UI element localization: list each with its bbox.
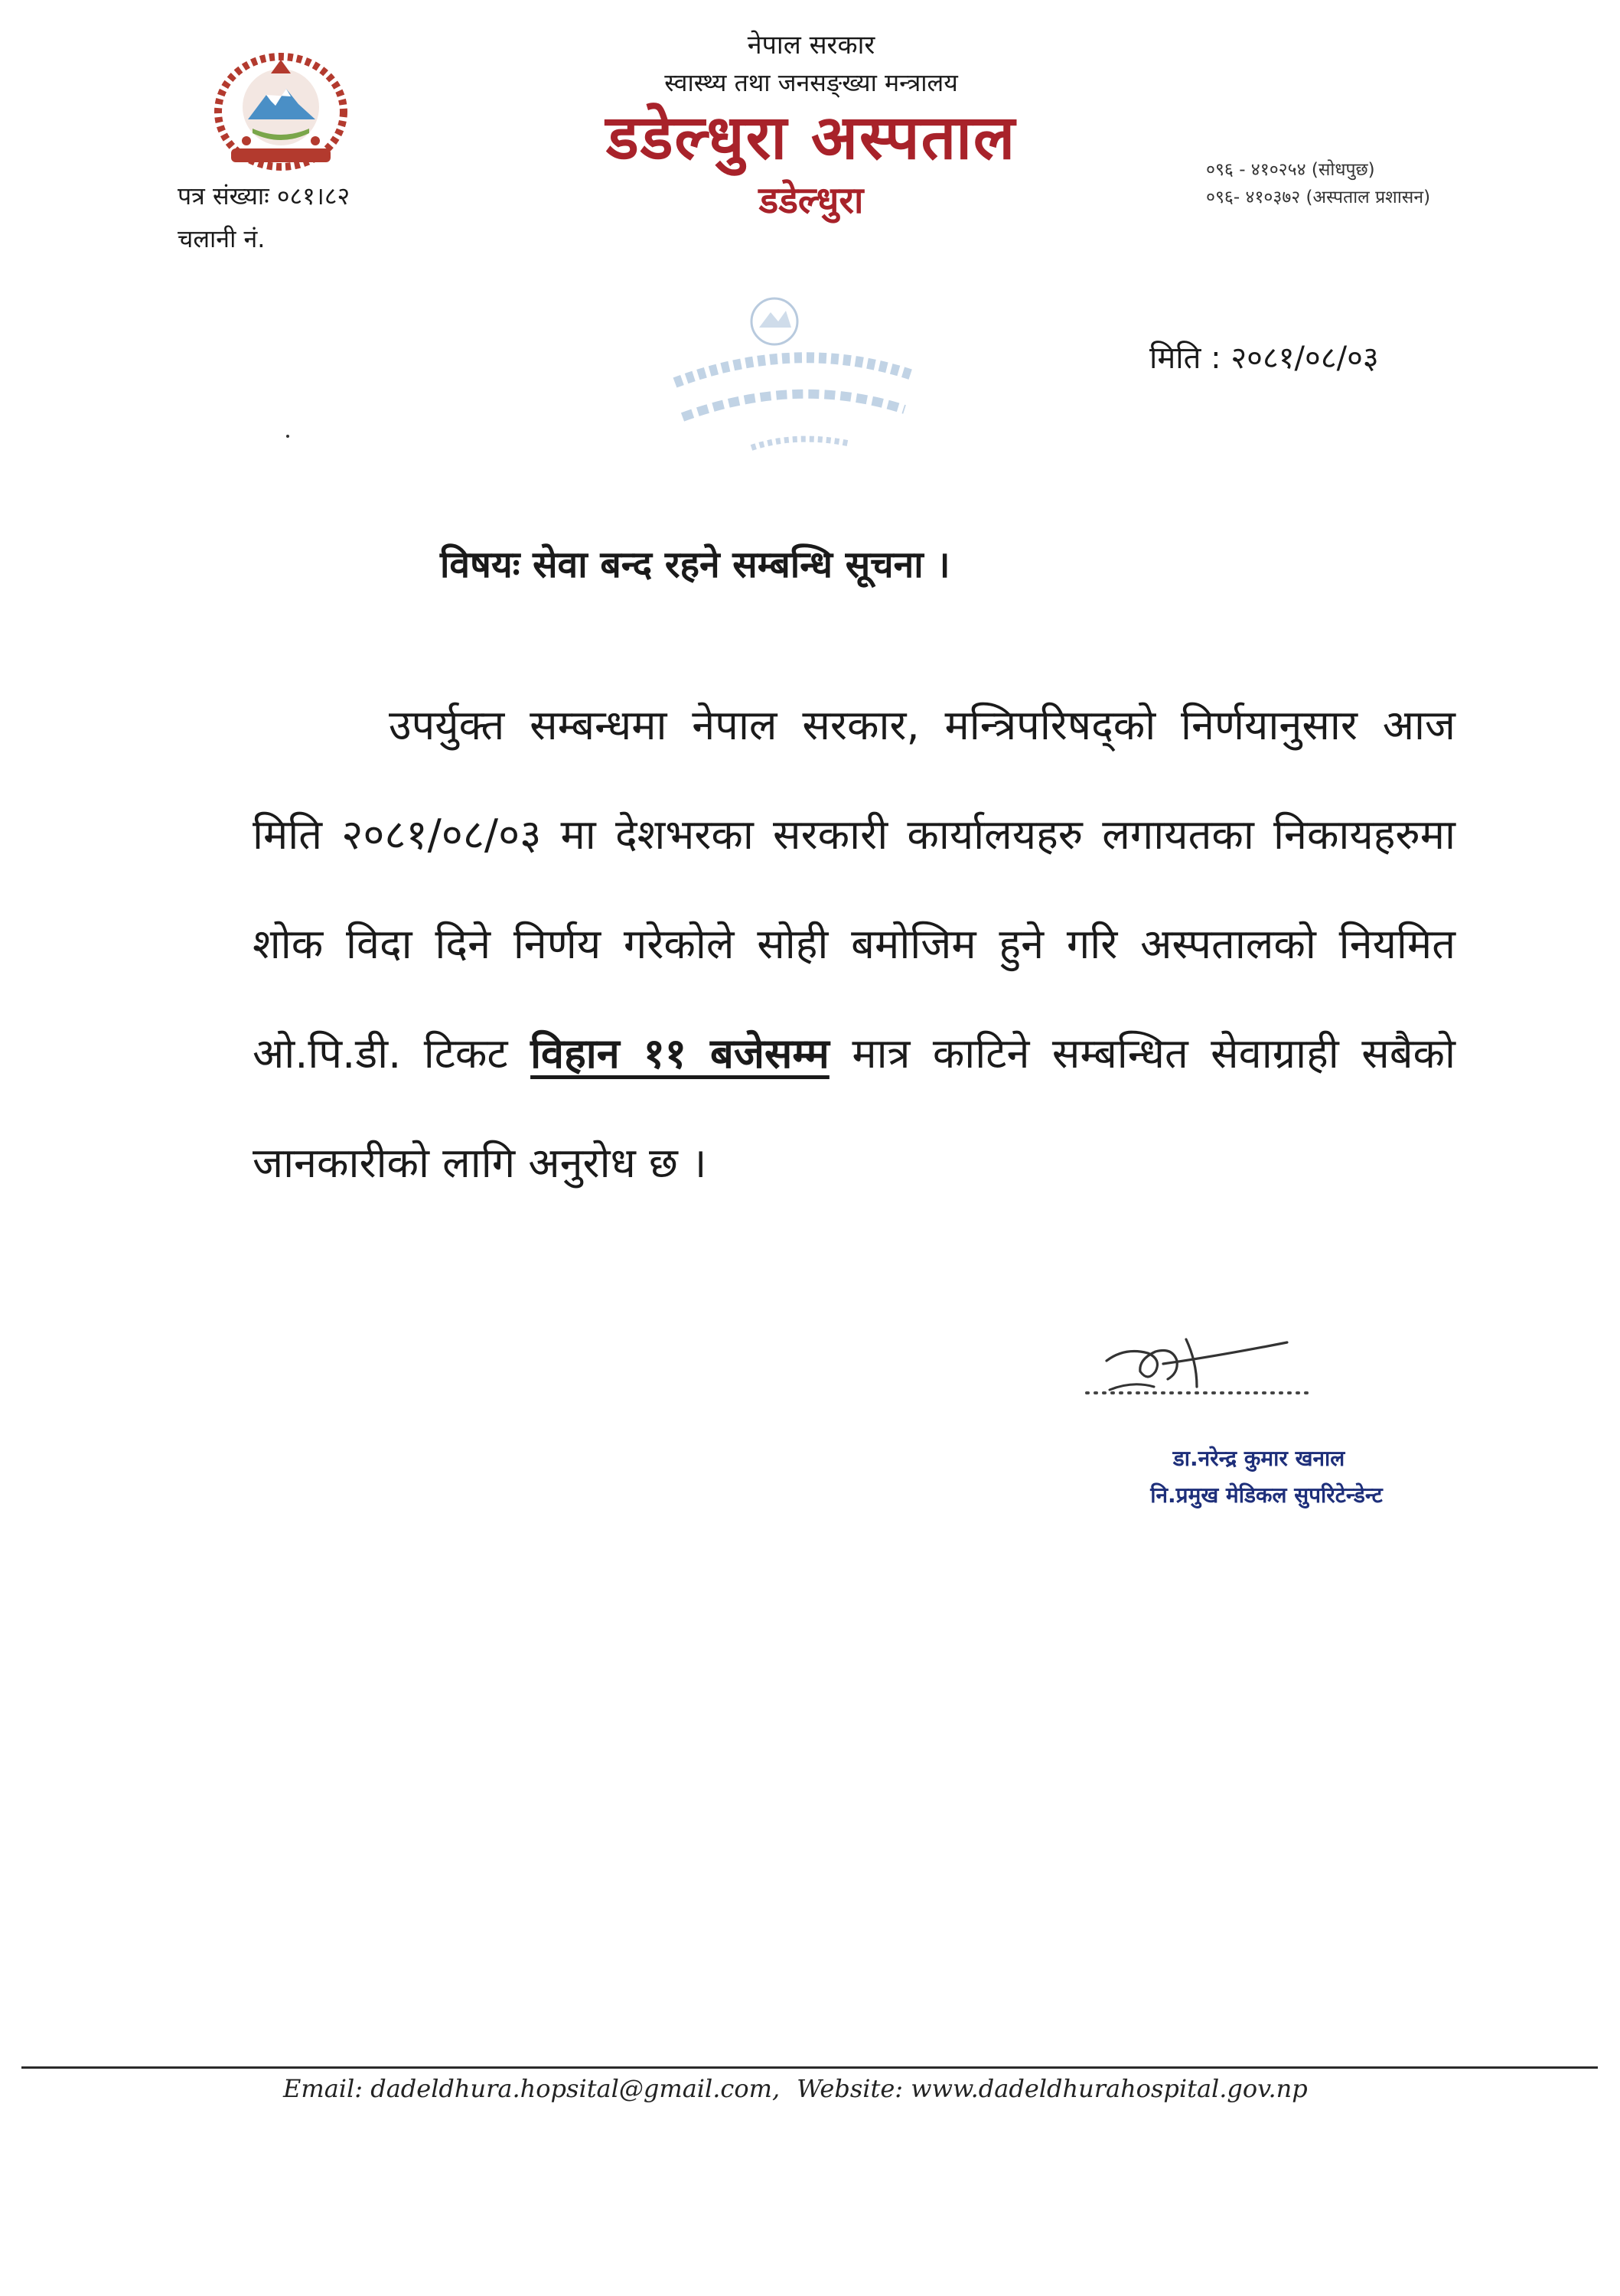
letter-body [253,670,1455,1218]
hospital-location: डडेल्धुरा [758,179,864,222]
footer-divider [21,2066,1598,2069]
footer-website: Website: www.dadeldhurahospital.gov.np [797,2074,1308,2103]
footer-email: Email: dadeldhura.hopsital@gmail.com, [283,2074,781,2103]
nepal-emblem-icon [200,44,361,174]
body-text-before: उपर्युक्त सम्बन्धमा नेपाल सरकार, मन्त्रिपरिषद्को निर्णयानुसार आज मिति २०८१/०८/०३ मा देशभरका सरकारी कार्यालयहरु लगायतका निकायहरुमा शोक विदा दिने निर्णय गरेकोले सोही बमोजिम हुने गरि अस्पतालको नियमित ओ.पि.डी. टिकट [253,701,1455,1078]
office-stamp-icon [660,268,935,467]
signature-icon [1033,1316,1324,1416]
body-highlight: विहान ११ बजेसम्म [530,1029,830,1078]
dispatch-number: चलानी नं. [178,224,266,253]
letter-subject: विषयः सेवा बन्द रहने सम्बन्धि सूचना । [440,543,950,586]
letter-number: पत्र संख्याः ०८१।८२ [178,181,350,210]
phone-administration: ०९६- ४१०३७२ (अस्पताल प्रशासन) [1206,188,1431,207]
hospital-name: डडेल्धुरा अस्पताल [605,102,1017,173]
footer-contact [283,2074,1308,2103]
body-text-after: मात्र काटिने सम्बन्धित सेवाग्राही सबैको जानकारीको लागि अनुरोध छ । [253,1029,1456,1187]
ministry-name: स्वास्थ्य तथा जनसङ्ख्या मन्त्रालय [664,68,958,97]
signatory-title: नि.प्रमुख मेडिकल सुपरिटेन्डेन्ट [1150,1482,1383,1508]
letter-date: मिति : २०८१/०८/०३ [1149,341,1379,376]
speck [286,435,289,438]
government-name: नेपाल सरकार [747,30,875,60]
signatory-name: डा.नरेन्द्र कुमार खनाल [1172,1446,1345,1471]
phone-inquiry: ०९६ - ४१०२५४ (सोधपुछ) [1206,160,1375,180]
